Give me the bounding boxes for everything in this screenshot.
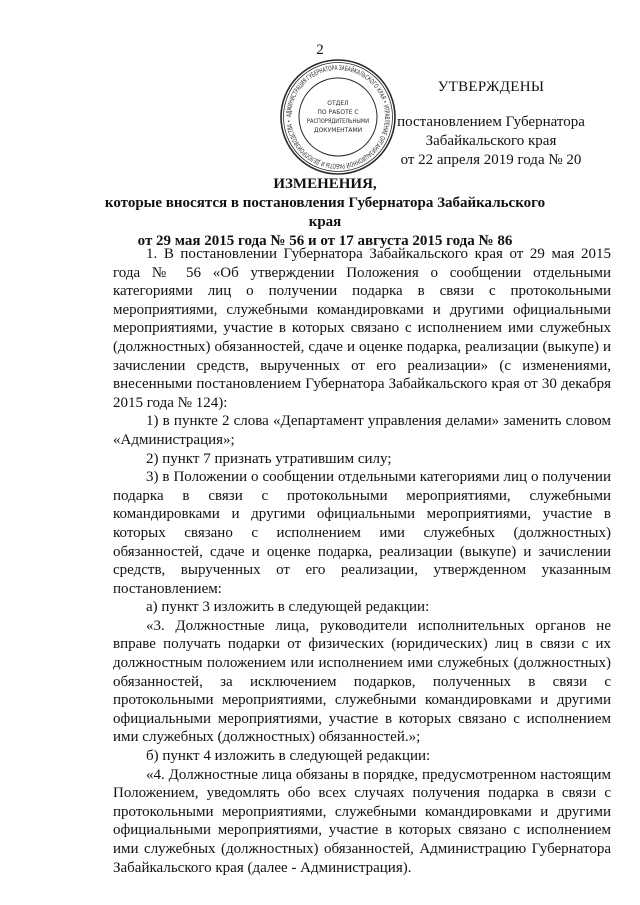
paragraph-5: а) пункт 3 изложить в следующей редакции:: [146, 599, 430, 616]
document-heading: [90, 175, 560, 251]
stamp-center-line-2: ПО РАБОТЕ С: [317, 109, 359, 116]
heading-line-2: от 29 мая 2015 года № 56 и от 17 августа 2015 года № 86: [137, 233, 513, 249]
approval-line-1: постановлением Губернатора: [397, 114, 585, 130]
stamp-seal: [279, 58, 397, 176]
stamp-center-line-1: ОТДЕЛ: [327, 100, 349, 107]
approval-title: УТВЕРЖДЕНЫ: [437, 79, 545, 95]
paragraph-8: «4. Должностные лица обязаны в порядке, предусмотренном настоящим Положением, уведомлять обо всех случаях получения подарка в связи с протокольными мероприятиями, служебными командировками и другими официальными мероприятиями, участие в которых связано с исполнением ими служебных (должностных) обязанностей, Администрацию Губернатора Забайкальского края (далее - Администрация).: [113, 766, 611, 876]
stamp-center-line-3: РАСПОРЯДИТЕЛЬНЫМИ: [307, 118, 369, 125]
heading-title: ИЗМЕНЕНИЯ,: [273, 176, 377, 192]
paragraph-2: 1) в пункте 2 слова «Департамент управления делами» заменить словом «Администрация»;: [113, 413, 611, 448]
document-body: [113, 245, 611, 877]
paragraph-4: 3) в Положении о сообщении отдельными категориями лиц о получении подарка в связи с протокольными мероприятиями, служебными командировками и другими официальными мероприятиями, участие в которых связано с исполнением ими служебных (должностных) обязанностей, сдаче и оценке подарка, реализации (выкупе) и зачислении средств, вырученных от его реализации, утвержденном указанным постановлением:: [113, 469, 611, 597]
approval-block: [396, 78, 586, 170]
page-number: 2: [316, 42, 324, 58]
heading-line-1: которые вносятся в постановления Губернатора Забайкальского края: [104, 195, 546, 230]
paragraph-3: 2) пункт 7 признать утратившим силу;: [146, 450, 392, 467]
official-stamp: [279, 58, 397, 176]
approval-line-3: от 22 апреля 2019 года № 20: [400, 152, 582, 168]
paragraph-7: б) пункт 4 изложить в следующей редакции:: [146, 748, 431, 765]
paragraph-6: «3. Должностные лица, руководители исполнительных органов не вправе получать подарки от физических (юридических) лиц в связи с их должностным положением или исполнением ими служебных (должностных) обязанностей, за исключением подарков, полученных в связи с протокольными мероприятиями, служебными командировками и другими официальными мероприятиями, участие в которых связано с исполнением ими служебных (должностных) обязанностей.»;: [113, 617, 611, 746]
approval-line-2: Забайкальского края: [425, 133, 557, 149]
stamp-outer-text: АДМИНИСТРАЦИЯ ГУБЕРНАТОРА ЗАБАЙКАЛЬСКОГО КРАЯ • УПРАВЛЕНИЕ ОРГАНИЗАЦИОННОЙ РАБОТЫ И ДЕЛОПРОИЗВОДСТВА •: [284, 63, 392, 171]
paragraph-1: 1. В постановлении Губернатора Забайкальского края от 29 мая 2015 года № 56 «Об утверждении Положения о сообщении отдельными категориями лиц о получении подарка в связи с протокольными мероприятиями, служебными командировками и другими официальными мероприятиями, участие в которых связано с исполнением ими служебных (должностных) обязанностей, сдаче и оценке подарка, реализации (выкупе) и зачислении средств, вырученных от его реализации» (с изменениями, внесенными постановлением Губернатора Забайкальского края от 30 декабря 2015 года № 124):: [113, 246, 611, 411]
stamp-center-line-4: ДОКУМЕНТАМИ: [313, 127, 363, 134]
